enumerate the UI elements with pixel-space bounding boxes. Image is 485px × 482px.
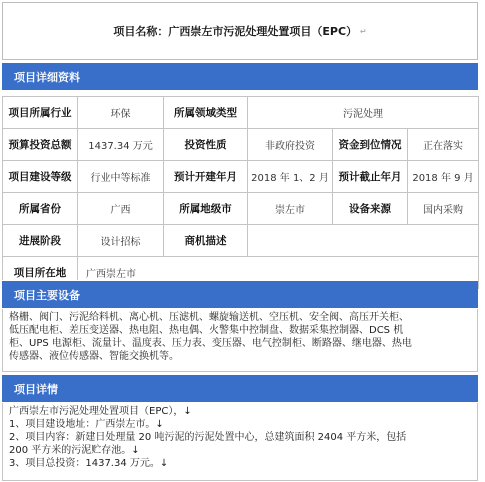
- equipment-line: 传感器、液位传感器、智能交换机等。: [9, 351, 179, 362]
- province-label: 所属省份: [3, 193, 78, 225]
- level-label: 项目建设等级: [3, 161, 78, 193]
- table-row: [3, 129, 479, 161]
- funding-value: 正在落实: [408, 129, 479, 161]
- stage-value: 设计招标: [78, 225, 164, 257]
- end-date-value: 2018 年 9 月: [408, 161, 479, 193]
- equipment-list: [2, 309, 478, 372]
- budget-label: 预算投资总额: [3, 129, 78, 161]
- stage-label: 进展阶段: [3, 225, 78, 257]
- detail-line: 1、项目建设地址：广西崇左市。↓: [9, 419, 164, 430]
- city-value: 崇左市: [248, 193, 333, 225]
- funding-label: 资金到位情况: [333, 129, 408, 161]
- industry-label: 项目所属行业: [3, 97, 78, 129]
- equipment-line: 低压配电柜、差压变送器、热电阻、热电偶、火警集中控制盘、数据采集控制器、DCS 机: [9, 325, 404, 336]
- table-row: [3, 97, 479, 129]
- section-title-detail: 项目详情: [14, 382, 58, 396]
- start-date-value: 2018 年 1、2 月: [248, 161, 333, 193]
- end-date-label: 预计截止年月: [333, 161, 408, 193]
- description-value: [248, 225, 479, 257]
- field-label: 所属领域类型: [164, 97, 248, 129]
- table-row: [3, 161, 479, 193]
- project-title: 项目名称：广西崇左市污泥处理处置项目（EPC）: [113, 25, 358, 38]
- project-detail: [2, 403, 478, 481]
- section-header-detail: [2, 374, 478, 403]
- nature-label: 投资性质: [164, 129, 248, 161]
- paragraph-mark: ↵: [357, 26, 367, 36]
- field-value: 污泥处理: [248, 97, 479, 129]
- location-label: 项目所在地: [3, 257, 78, 289]
- table-row: [3, 225, 479, 257]
- start-date-label: 预计开建年月: [164, 161, 248, 193]
- description-label: 商机描述: [164, 225, 248, 257]
- detail-line: 2、项目内容：新建日处理量 20 吨污泥的污泥处置中心，总建筑面积 2404 平方米，包括: [9, 432, 407, 443]
- level-value: 行业中等标准: [78, 161, 164, 193]
- equipment-line: 柜、UPS 电源柜、流量计、温度表、压力表、变压器、电气控制柜、断路器、继电器、热电: [9, 338, 412, 349]
- industry-value: 环保: [78, 97, 164, 129]
- province-value: 广西: [78, 193, 164, 225]
- section-header-info: [2, 62, 478, 91]
- city-label: 所属地级市: [164, 193, 248, 225]
- detail-line: 200 平方米的污泥贮存池。↓: [9, 445, 140, 456]
- source-label: 设备来源: [333, 193, 408, 225]
- project-info-table: [2, 96, 479, 289]
- location-value: 广西崇左市: [78, 257, 479, 289]
- section-header-equipment: [2, 280, 478, 309]
- nature-value: 非政府投资: [248, 129, 333, 161]
- section-title-equipment: 项目主要设备: [14, 288, 80, 302]
- detail-line: 广西崇左市污泥处理处置项目（EPC），↓: [9, 406, 192, 417]
- project-title-row: [2, 2, 478, 60]
- detail-line: 3、项目总投资：1437.34 万元。↓: [9, 458, 169, 469]
- source-value: 国内采购: [408, 193, 479, 225]
- section-title-info: 项目详细资料: [14, 70, 80, 84]
- equipment-line: 格栅、阀门、污泥给料机、离心机、压滤机、螺旋输送机、空压机、安全阀、高压开关柜、: [9, 312, 409, 323]
- budget-value: 1437.34 万元: [78, 129, 164, 161]
- table-row: [3, 193, 479, 225]
